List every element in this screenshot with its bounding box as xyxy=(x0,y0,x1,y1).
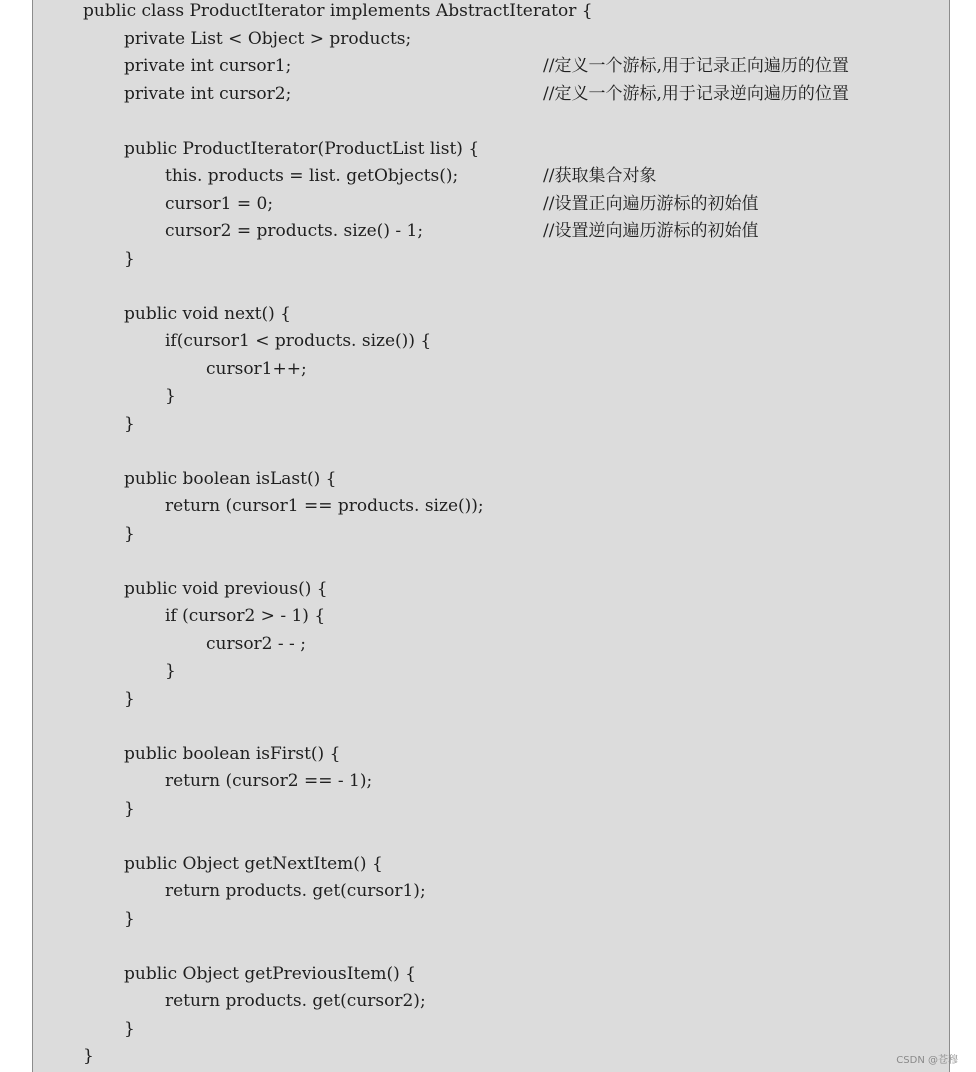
code-listing-panel xyxy=(32,0,950,1072)
code-text: public Object getNextItem() { xyxy=(124,853,383,874)
code-text: } xyxy=(124,908,135,929)
code-text: return (cursor1 == products. size()); xyxy=(165,496,484,516)
code-line xyxy=(33,218,949,246)
code-text: public void previous() { xyxy=(124,578,328,599)
code-text: } xyxy=(165,661,176,681)
code-text: return products. get(cursor1); xyxy=(165,881,426,901)
code-text: cursor2 = products. size() - 1; xyxy=(165,221,424,241)
code-line xyxy=(33,108,949,136)
code-line xyxy=(33,383,949,411)
code-line xyxy=(33,301,949,329)
code-text: return products. get(cursor2); xyxy=(165,991,426,1011)
code-line xyxy=(33,686,949,714)
code-text: cursor1 = 0; xyxy=(165,193,274,214)
code-line xyxy=(33,328,949,356)
code-line xyxy=(33,246,949,274)
code-line xyxy=(33,631,949,659)
code-line xyxy=(33,576,949,604)
code-text: public Object getPreviousItem() { xyxy=(124,963,416,984)
code-line xyxy=(33,851,949,879)
code-text: } xyxy=(124,1018,135,1039)
code-text: cursor1++; xyxy=(206,358,307,379)
code-text: } xyxy=(124,798,135,819)
code-text: } xyxy=(83,1046,94,1066)
code-text: } xyxy=(165,386,176,406)
code-comment: //设置逆向遍历游标的初始值 xyxy=(543,221,759,241)
code-text: public boolean isFirst() { xyxy=(124,743,341,764)
code-comment: //定义一个游标,用于记录逆向遍历的位置 xyxy=(543,83,849,104)
code-comment: //获取集合对象 xyxy=(543,166,657,186)
watermark: CSDN @苍穆 xyxy=(896,1055,958,1066)
code-text: private int cursor2; xyxy=(124,83,292,104)
code-line xyxy=(33,658,949,686)
code-line xyxy=(33,933,949,961)
code-text: public ProductIterator(ProductList list) { xyxy=(124,138,480,159)
code-line xyxy=(33,273,949,301)
code-text: return (cursor2 == - 1); xyxy=(165,771,373,791)
code-line xyxy=(33,0,949,26)
code-text: cursor2 - - ; xyxy=(206,633,306,654)
code-text: } xyxy=(124,688,135,709)
code-line xyxy=(33,988,949,1016)
code-comment: //定义一个游标,用于记录正向遍历的位置 xyxy=(543,56,849,76)
code-text: } xyxy=(124,413,135,434)
code-line xyxy=(33,961,949,989)
code-line xyxy=(33,136,949,164)
code-line xyxy=(33,1016,949,1044)
code-line xyxy=(33,438,949,466)
code-line xyxy=(33,411,949,439)
code-line xyxy=(33,906,949,934)
code-line xyxy=(33,796,949,824)
code-line xyxy=(33,823,949,851)
code-comment: //设置正向遍历游标的初始值 xyxy=(543,193,759,214)
code-line xyxy=(33,741,949,769)
code-text: public boolean isLast() { xyxy=(124,468,337,489)
code-line xyxy=(33,548,949,576)
code-line xyxy=(33,1043,949,1071)
code-line xyxy=(33,521,949,549)
code-text: private List < Object > products; xyxy=(124,28,412,49)
code-text: public void next() { xyxy=(124,303,291,324)
code-line xyxy=(33,26,949,54)
code-line xyxy=(33,466,949,494)
code-line xyxy=(33,356,949,384)
code-text: this. products = list. getObjects(); xyxy=(165,166,459,186)
code-line xyxy=(33,768,949,796)
code-text: private int cursor1; xyxy=(124,56,292,76)
code-line xyxy=(33,493,949,521)
code-line xyxy=(33,878,949,906)
code-line xyxy=(33,53,949,81)
code-block xyxy=(33,0,949,1071)
code-text: if(cursor1 < products. size()) { xyxy=(165,331,432,351)
code-line xyxy=(33,603,949,631)
code-text: } xyxy=(124,523,135,544)
code-text: public class ProductIterator implements AbstractIterator { xyxy=(83,1,593,21)
code-line xyxy=(33,163,949,191)
code-line xyxy=(33,81,949,109)
code-line xyxy=(33,713,949,741)
code-line xyxy=(33,191,949,219)
code-text: } xyxy=(124,248,135,269)
code-text: if (cursor2 > - 1) { xyxy=(165,606,326,626)
